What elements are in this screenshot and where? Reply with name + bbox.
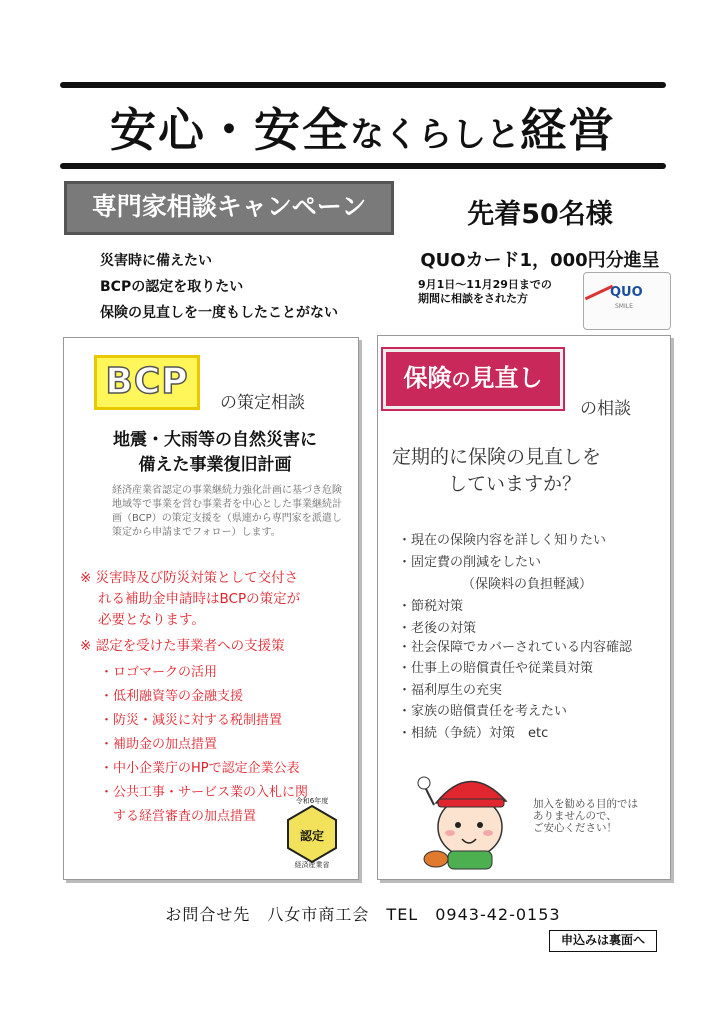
reassure-line-1: 加入を勧める目的では	[533, 798, 638, 810]
top-rule	[60, 82, 666, 88]
insurance-item: ・固定費の削減をしたい	[398, 555, 542, 570]
insurance-question	[392, 444, 657, 498]
insurance-badge-a: 保険	[403, 364, 452, 392]
insurance-badge-suffix: の相談	[580, 399, 631, 419]
period-line-1: 9月1日～11月29日までの	[418, 278, 552, 291]
insurance-badge-b: の	[451, 369, 471, 391]
checklist-item: BCPの認定を取りたい	[100, 279, 244, 295]
support-item: ・防災・減災に対する税制措置	[100, 713, 283, 728]
bcp-note-1	[80, 568, 300, 631]
card-sub: SMILE	[615, 303, 633, 310]
reassure-line-2: ありませんので、	[533, 810, 617, 822]
insurance-item: ・老後の対策	[398, 621, 477, 636]
gift-text: QUOカード1，000円分進呈	[420, 250, 660, 271]
bcp-heading-line-1: 地震・大雨等の自然災害に	[113, 430, 317, 450]
support-item: ・ロゴマークの活用	[100, 665, 218, 680]
mascot-icon	[410, 755, 520, 870]
bcp-note-2: ※ 認定を受けた事業者への支援策	[80, 638, 285, 654]
support-item: ・公共工事・サービス業の入札に関	[100, 785, 309, 800]
title-part-1: 安心・安全	[110, 103, 350, 157]
bcp-heading-line-2: 備えた事業復旧計画	[138, 455, 292, 475]
insurance-badge-c: 見直し	[470, 364, 543, 392]
contact-info: お問合せ先 八女市商工会 TEL 0943-42-0153	[165, 905, 561, 924]
reassure-line-3: ご安心ください！	[533, 822, 617, 834]
question-line-2: していますか？	[448, 473, 582, 495]
seal-center-text: 認定	[299, 829, 325, 843]
question-line-1: 定期的に保険の見直しを	[392, 446, 602, 468]
reassurance-text	[533, 798, 653, 834]
apply-note: 申込みは裏面へ	[549, 930, 657, 952]
certification-seal-icon	[276, 796, 348, 868]
insurance-item: （保険料の負担軽減）	[462, 577, 593, 592]
first-come-text: 先着50名様	[467, 199, 613, 230]
note-line-3: 必要となります。	[98, 612, 205, 628]
bcp-heading	[70, 428, 360, 478]
support-item: する経営審査の加点措置	[113, 809, 257, 824]
support-item: ・低利融資等の金融支援	[100, 689, 244, 704]
support-item: ・中小企業庁のHPで認定企業公表	[100, 761, 300, 776]
note-line-1: ※ 災害時及び防災対策として交付さ	[80, 570, 299, 586]
bottom-rule	[60, 163, 666, 169]
bcp-badge: BCP	[94, 355, 200, 410]
insurance-item: ・社会保障でカバーされている内容確認	[398, 640, 633, 655]
insurance-badge	[383, 349, 563, 409]
insurance-item: ・節税対策	[398, 599, 464, 614]
support-item: ・補助金の加点措置	[100, 737, 218, 752]
checklist-item: 保険の見直しを一度もしたことがない	[100, 305, 338, 321]
quo-card-image	[583, 272, 671, 330]
seal-top-text: 令和6年度	[295, 797, 329, 805]
checklist-item: 災害時に備えたい	[100, 253, 212, 269]
insurance-item: ・現在の保険内容を詳しく知りたい	[398, 533, 607, 548]
seal-bottom-text: 経済産業省	[294, 861, 330, 868]
card-logo: QUO	[610, 285, 643, 300]
title-part-2: なくらしと	[350, 115, 520, 155]
insurance-item: ・相続（争続）対策 etc	[398, 726, 549, 741]
ribbon-icon	[585, 285, 613, 300]
note-line-2: れる補助金申請時はBCPの策定が	[98, 591, 301, 607]
period-line-2: 期間に相談をされた方	[418, 292, 528, 305]
campaign-label: 専門家相談キャンペーン	[64, 181, 394, 235]
insurance-item: ・仕事上の賠償責任や従業員対策	[398, 661, 594, 676]
bcp-badge-suffix: の策定相談	[220, 393, 305, 413]
title-part-3: 経営	[520, 103, 616, 157]
page-title	[60, 94, 666, 160]
campaign-period	[418, 278, 588, 306]
bcp-description: 経済産業省認定の事業継続力強化計画に基づき危険地域等で事業を営む事業者を中心とした事業継続計画（BCP）の策定支援を（県連から専門家を派遣し策定から申請までフォロー）します。	[112, 485, 342, 538]
insurance-item: ・家族の賠償責任を考えたい	[398, 704, 568, 719]
insurance-item: ・福利厚生の充実	[398, 683, 503, 698]
